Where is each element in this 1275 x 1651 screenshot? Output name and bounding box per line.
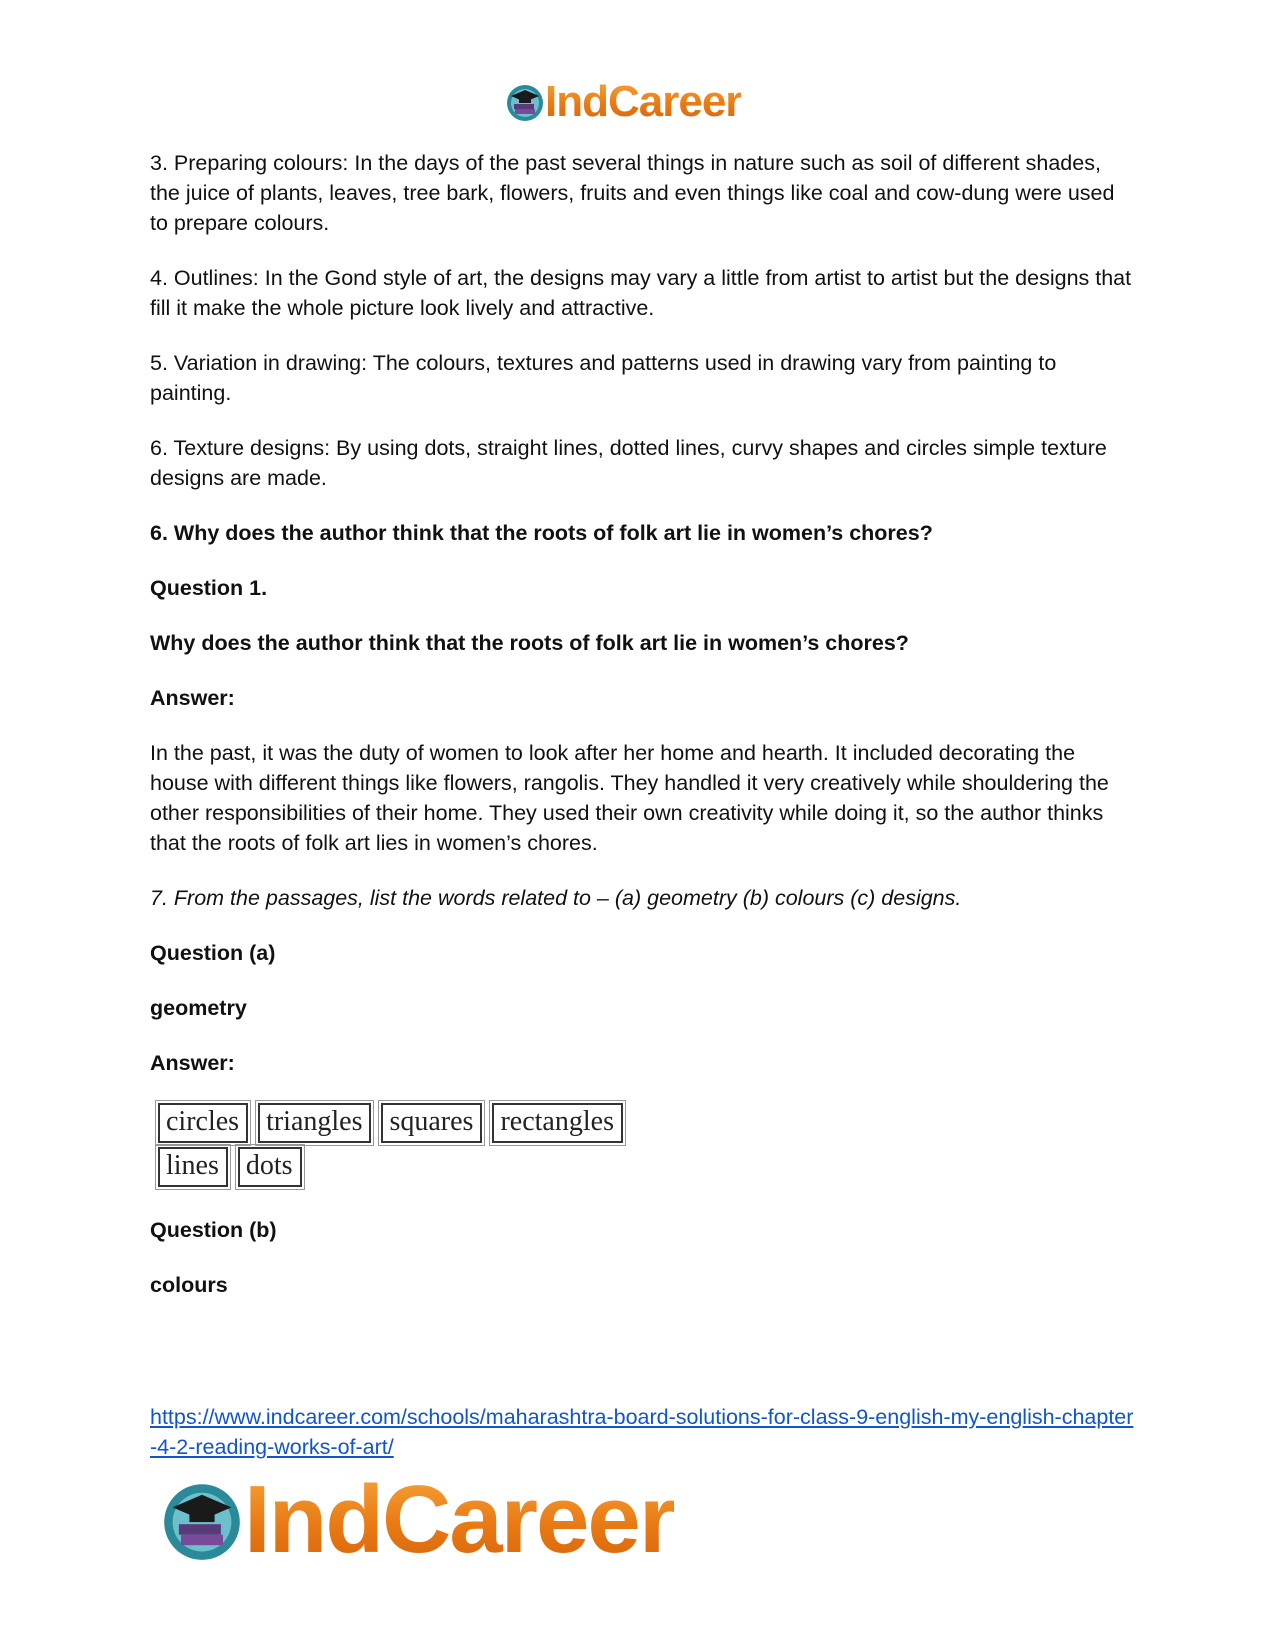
paragraph-variation: 5. Variation in drawing: The colours, textures and patterns used in drawing vary from painting to painting. [150,351,1057,405]
logo-text: IndCareer [545,77,742,126]
answer-a-label: Answer: [150,1051,235,1075]
graduation-cap-book-icon [160,1478,244,1562]
answer-text: In the past, it was the duty of women to look after her home and hearth. It included decorating the house with different things like flowers, rangolis. They handled it very creatively while shouldering the other responsibilities of their home. They used their own creativity while doing it, so the author thinks that the roots of folk art lies in women’s chores. [150,741,1109,855]
question-a-topic: geometry [150,996,247,1020]
question-a-label: Question (a) [150,941,276,965]
question-6-heading: 6. Why does the author think that the roots of folk art lie in women’s chores? [150,521,933,545]
word-row [158,1147,1135,1187]
question-b-label: Question (b) [150,1218,277,1242]
footer-logo [160,1466,675,1573]
paragraph-texture: 6. Texture designs: By using dots, straight lines, dotted lines, curvy shapes and circles simple texture designs are made. [150,436,1107,490]
word-box: squares [381,1103,482,1143]
question-7-heading: 7. From the passages, list the words related to – (a) geometry (b) colours (c) designs. [150,886,962,910]
answer-label: Answer: [150,686,235,710]
logo-text: IndCareer [244,1466,675,1573]
document-body [150,148,1135,1325]
graduation-cap-book-icon [505,82,545,122]
paragraph-outlines: 4. Outlines: In the Gond style of art, the designs may vary a little from artist to artist but the designs that fill it make the whole picture look lively and attractive. [150,266,1132,320]
word-box: rectangles [492,1103,623,1143]
geometry-words [158,1103,1135,1187]
word-box: circles [158,1103,248,1143]
source-link[interactable]: https://www.indcareer.com/schools/maharashtra-board-solutions-for-class-9-english-my-english-chapter-4-2-reading-works-of-art/ [150,1405,1134,1459]
header-logo [505,77,742,126]
question-1-text: Why does the author think that the roots of folk art lie in women’s chores? [150,631,909,655]
word-box: triangles [258,1103,371,1143]
question-1-label: Question 1. [150,576,268,600]
question-b-topic: colours [150,1273,228,1297]
word-box: dots [238,1147,302,1187]
paragraph-preparing-colours: 3. Preparing colours: In the days of the past several things in nature such as soil of different shades, the juice of plants, leaves, tree bark, flowers, fruits and even things like coal and cow-dung were used to prepare colours. [150,151,1115,235]
word-box: lines [158,1147,228,1187]
word-row [158,1103,1135,1143]
